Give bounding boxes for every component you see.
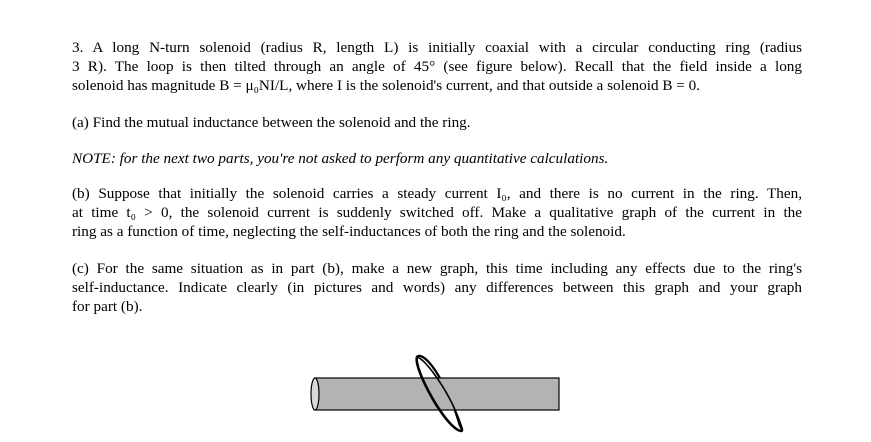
problem-intro (72, 38, 802, 96)
part-a-text: (a) Find the mutual inductance between the solenoid and the ring. (72, 114, 471, 131)
solenoid-ring-figure (300, 350, 580, 437)
intro-line-1: 3. A long N-turn solenoid (radius R, length L) is initially coaxial with a circular conducting ring (radius (72, 39, 802, 56)
part-b-line-2: at time t₀ > 0, the solenoid current is suddenly switched off. Make a qualitative graph of the current in the (72, 204, 802, 222)
part-b (72, 184, 802, 242)
part-c-line-1: (c) For the same situation as in part (b), make a new graph, this time including any effects due to the ring's (72, 260, 802, 277)
part-a (72, 113, 802, 132)
intro-line-3: solenoid has magnitude B = μ₀NI/L, where I is the solenoid's current, and that outside a solenoid B = 0. (72, 77, 701, 95)
figure-svg (300, 350, 580, 437)
solenoid-end-cap (311, 378, 319, 410)
part-c-line-2: self-inductance. Indicate clearly (in pictures and words) any differences between this graph and your graph (72, 279, 802, 297)
part-b-line-1: (b) Suppose that initially the solenoid carries a steady current I₀, and there is no current in the ring. Then, (72, 185, 802, 202)
part-c (72, 259, 802, 317)
note (72, 149, 802, 168)
note-text: NOTE: for the next two parts, you're not asked to perform any quantitative calculations. (72, 150, 609, 167)
part-c-line-3: for part (b). (72, 298, 143, 316)
part-b-line-3: ring as a function of time, neglecting the self-inductances of both the ring and the solenoid. (72, 223, 626, 241)
intro-line-2: 3 R). The loop is then tilted through an angle of 45° (see figure below). Recall that the field inside a long (72, 58, 802, 76)
